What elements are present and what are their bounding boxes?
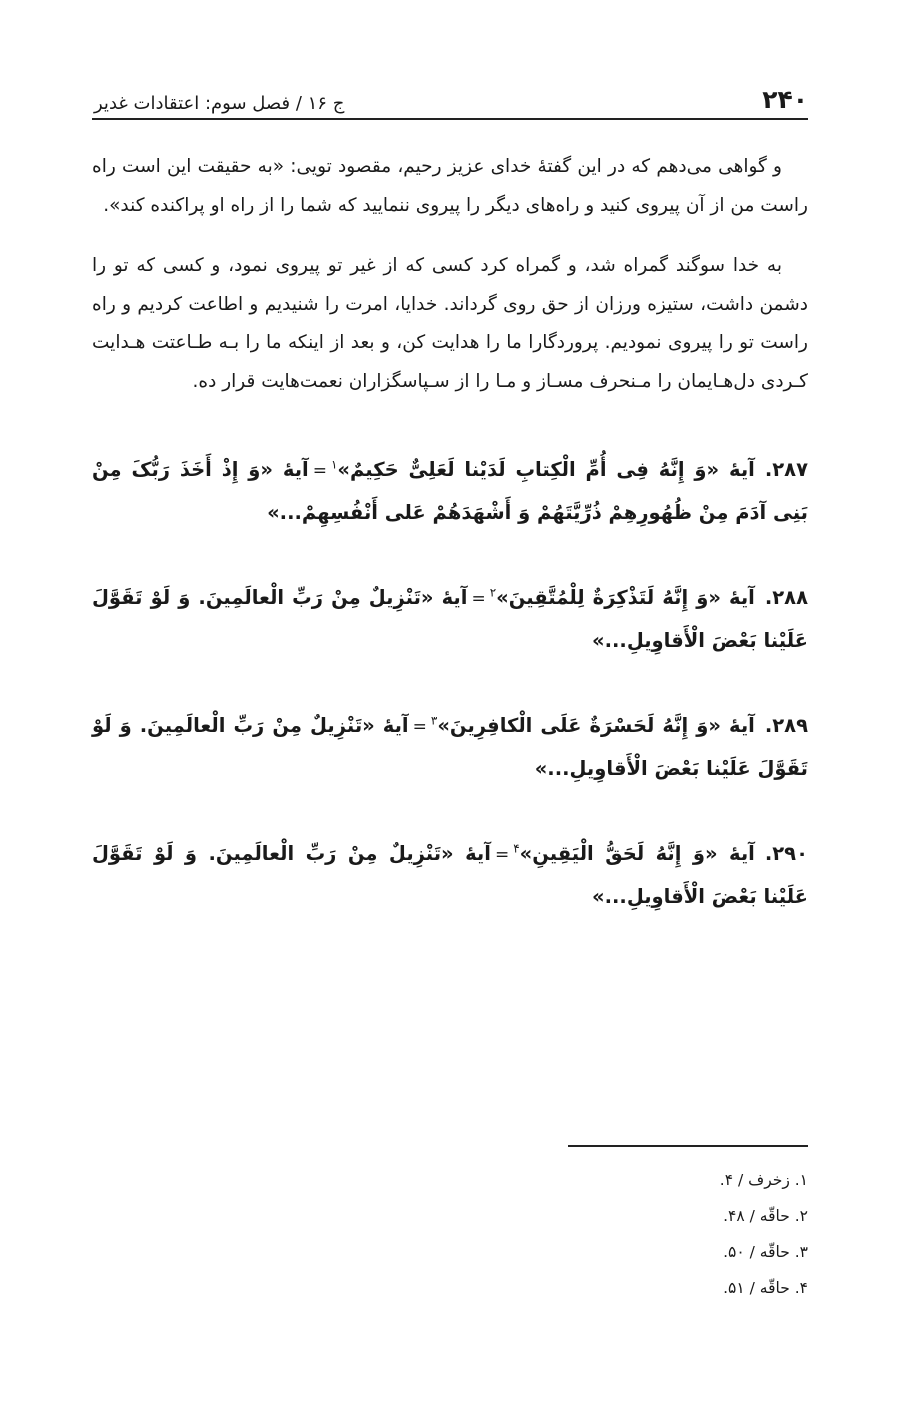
running-title: ج ۱۶ / فصل سوم: اعتقادات غدیر (94, 93, 345, 114)
footnote-ref: ۳ (430, 713, 438, 728)
paragraph-2: به خدا سوگند گمراه شد، و گمراه کرد کسی که از غیر تو پیروی نمود، و کسی که تو را دشمن داشت، ستیزه ورزان از حق روی گرداند. خدایا، امرت را شنیدیم و اطاعت کردیم و راه راست تو را پیروی نمودیم. پروردگارا ما را هدایت کن، و بعد از اینکه ما را بـه طـاعتت هـدایت کـردی دل‌هـایمان را مـنحرف مسـاز و مـا را از سـپاسگزاران نعمت‌هایت قرار ده. (92, 255, 808, 392)
footnote-3: ۳. حاقّه / ۵۰. (723, 1243, 808, 1261)
page-header (92, 62, 808, 120)
entry-related-verse: آیهٔ «تَنْزِیلٌ مِنْ رَبِّ الْعالَمِینَ. وَ لَوْ تَقَوَّلَ عَلَیْنا بَعْضَ الْأَقاوِیلِ...» (92, 586, 808, 652)
entry-related-verse: آیهٔ «تَنْزِیلٌ مِنْ رَبِّ الْعالَمِینَ. وَ لَوْ تَقَوَّلَ عَلَیْنا بَعْضَ الْأَقاوِیلِ...» (92, 714, 808, 780)
page-number: ۲۴۰ (762, 85, 808, 114)
entry-290 (92, 833, 808, 917)
entry-verse: آیهٔ «وَ إِنَّهُ لَتَذْکِرَةٌ لِلْمُتَّقِینَ» (496, 586, 755, 609)
equals-sign: = (494, 845, 510, 865)
entry-289 (92, 705, 808, 789)
book-page (92, 62, 808, 917)
footnote-divider (568, 1145, 808, 1147)
equals-sign: = (471, 589, 486, 609)
equals-sign: = (312, 461, 327, 481)
entry-number: ۲۸۸. (764, 586, 808, 609)
paragraph-1: و گواهی می‌دهم که در این گفتهٔ خدای عزیز رحیم، مقصود تویی: «به حقیقت این است راه راست من از آن پیروی کنید و راه‌های دیگر را پیروی ننمایید که شما را از راه او پراکنده کند». (92, 156, 808, 216)
footnote-1: ۱. زخرف / ۴. (719, 1171, 808, 1189)
footnotes (508, 1162, 808, 1306)
entry-number: ۲۸۷. (764, 458, 808, 481)
entry-related-verse: آیهٔ «تَنْزِیلٌ مِنْ رَبِّ الْعالَمِینَ. وَ لَوْ تَقَوَّلَ عَلَیْنا بَعْضَ الْأَقاوِیلِ...» (92, 842, 808, 908)
entry-verse: آیهٔ «وَ إِنَّهُ لَحَقُّ الْیَقِینِ» (519, 842, 755, 865)
entry-288 (92, 577, 808, 661)
equals-sign: = (412, 717, 427, 737)
footnote-ref: ۲ (489, 585, 497, 600)
entry-287 (92, 449, 808, 533)
entry-verse: آیهٔ «وَ إِنَّهُ لَحَسْرَةٌ عَلَی الْکافِرِینَ» (437, 714, 755, 737)
footnote-ref: ۴ (513, 841, 520, 856)
entry-verse: آیهٔ «وَ إِنَّهُ فِی أُمِّ الْکِتابِ لَدَیْنا لَعَلِیٌّ حَکِیمٌ» (337, 458, 755, 481)
footnote-4: ۴. حاقّه / ۵۱. (723, 1279, 808, 1297)
entry-number: ۲۹۰. (764, 842, 808, 865)
entry-number: ۲۸۹. (764, 714, 808, 737)
footnote-ref: ۱ (330, 457, 338, 472)
footnote-2: ۲. حاقّه / ۴۸. (723, 1207, 808, 1225)
entry-related-verse: آیهٔ «وَ إِذْ أَخَذَ رَبُّکَ مِنْ بَنِی آدَمَ مِنْ ظُهُورِهِمْ ذُرِّیَّتَهُمْ وَ أَشْهَدَهُمْ عَلی أَنْفُسِهِمْ...» (92, 458, 808, 524)
